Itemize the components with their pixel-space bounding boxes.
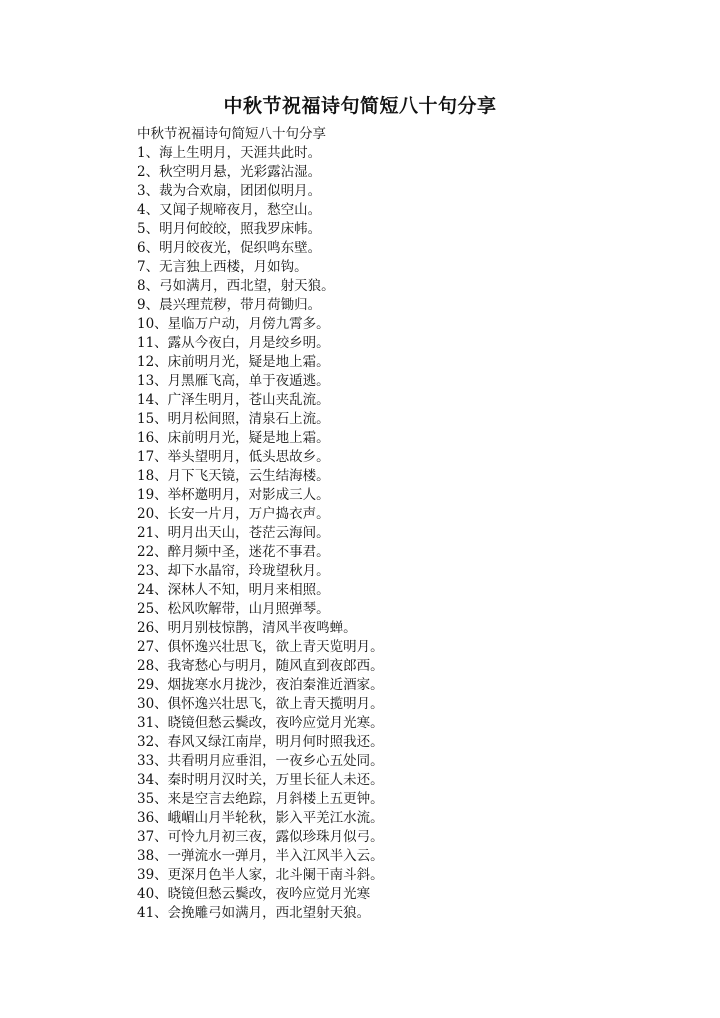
- poem-line: 34、秦时明月汉时关，万里长征人未还。: [137, 772, 384, 788]
- poem-line: 33、共看明月应垂泪，一夜乡心五处同。: [137, 753, 384, 769]
- poem-line: 40、晓镜但愁云鬓改，夜吟应觉月光寒: [137, 886, 371, 902]
- poem-line: 24、深林人不知，明月来相照。: [137, 582, 330, 598]
- poem-line: 9、晨兴理荒秽，带月荷锄归。: [137, 297, 322, 313]
- poem-line: 41、会挽雕弓如满月，西北望射天狼。: [137, 905, 371, 921]
- poem-line: 31、晓镜但愁云鬓改，夜吟应觉月光寒。: [137, 715, 384, 731]
- poem-line: 18、月下飞天镜，云生结海楼。: [137, 468, 330, 484]
- poem-line: 12、床前明月光，疑是地上霜。: [137, 354, 330, 370]
- poem-line: 5、明月何皎皎，照我罗床帏。: [137, 221, 322, 237]
- poem-line: 13、月黑雁飞高，单于夜遁逃。: [137, 373, 330, 389]
- poem-line: 35、来是空言去绝踪，月斜楼上五更钟。: [137, 791, 384, 807]
- poem-line: 36、峨嵋山月半轮秋，影入平羌江水流。: [137, 810, 384, 826]
- poem-line: 10、星临万户动，月傍九霄多。: [137, 316, 330, 332]
- poem-line: 2、秋空明月悬，光彩露沾湿。: [137, 164, 322, 180]
- poem-line: 20、长安一片月，万户捣衣声。: [137, 506, 330, 522]
- poem-line: 17、举头望明月，低头思故乡。: [137, 449, 330, 465]
- poem-line: 26、明月别枝惊鹊，清风半夜鸣蝉。: [137, 620, 357, 636]
- poem-line: 39、更深月色半人家，北斗阑干南斗斜。: [137, 867, 384, 883]
- document-subtitle: 中秋节祝福诗句简短八十句分享: [137, 126, 326, 142]
- poem-line: 19、举杯邀明月，对影成三人。: [137, 487, 330, 503]
- poem-line: 27、俱怀逸兴壮思飞，欲上青天览明月。: [137, 639, 384, 655]
- poem-list: [137, 144, 697, 923]
- poem-line: 6、明月皎夜光，促织鸣东壁。: [137, 240, 322, 256]
- poem-line: 16、床前明月光，疑是地上霜。: [137, 430, 330, 446]
- poem-line: 22、醉月频中圣，迷花不事君。: [137, 544, 330, 560]
- poem-line: 25、松风吹解带，山月照弹琴。: [137, 601, 330, 617]
- poem-line: 37、可怜九月初三夜，露似珍珠月似弓。: [137, 829, 384, 845]
- poem-line: 38、一弹流水一弹月，半入江风半入云。: [137, 848, 384, 864]
- poem-line: 1、海上生明月，天涯共此时。: [137, 145, 322, 161]
- poem-line: 30、俱怀逸兴壮思飞，欲上青天揽明月。: [137, 696, 384, 712]
- poem-line: 3、裁为合欢扇，团团似明月。: [137, 183, 322, 199]
- poem-line: 11、露从今夜白，月是绞乡明。: [137, 335, 330, 351]
- poem-line: 28、我寄愁心与明月，随风直到夜郎西。: [137, 658, 384, 674]
- document-body: [137, 125, 697, 923]
- document-title: 中秋节祝福诗句简短八十句分享: [223, 95, 497, 117]
- poem-line: 23、却下水晶帘，玲珑望秋月。: [137, 563, 330, 579]
- poem-line: 32、春风又绿江南岸，明月何时照我还。: [137, 734, 384, 750]
- poem-line: 15、明月松间照，清泉石上流。: [137, 411, 330, 427]
- poem-line: 7、无言独上西楼，月如钩。: [137, 259, 308, 275]
- poem-line: 29、烟拢寒水月拢沙，夜泊秦淮近酒家。: [137, 677, 384, 693]
- poem-line: 4、又闻子规啼夜月，愁空山。: [137, 202, 322, 218]
- poem-line: 8、弓如满月，西北望，射天狼。: [137, 278, 335, 294]
- poem-line: 14、广泽生明月，苍山夹乱流。: [137, 392, 330, 408]
- poem-line: 21、明月出天山，苍茫云海间。: [137, 525, 330, 541]
